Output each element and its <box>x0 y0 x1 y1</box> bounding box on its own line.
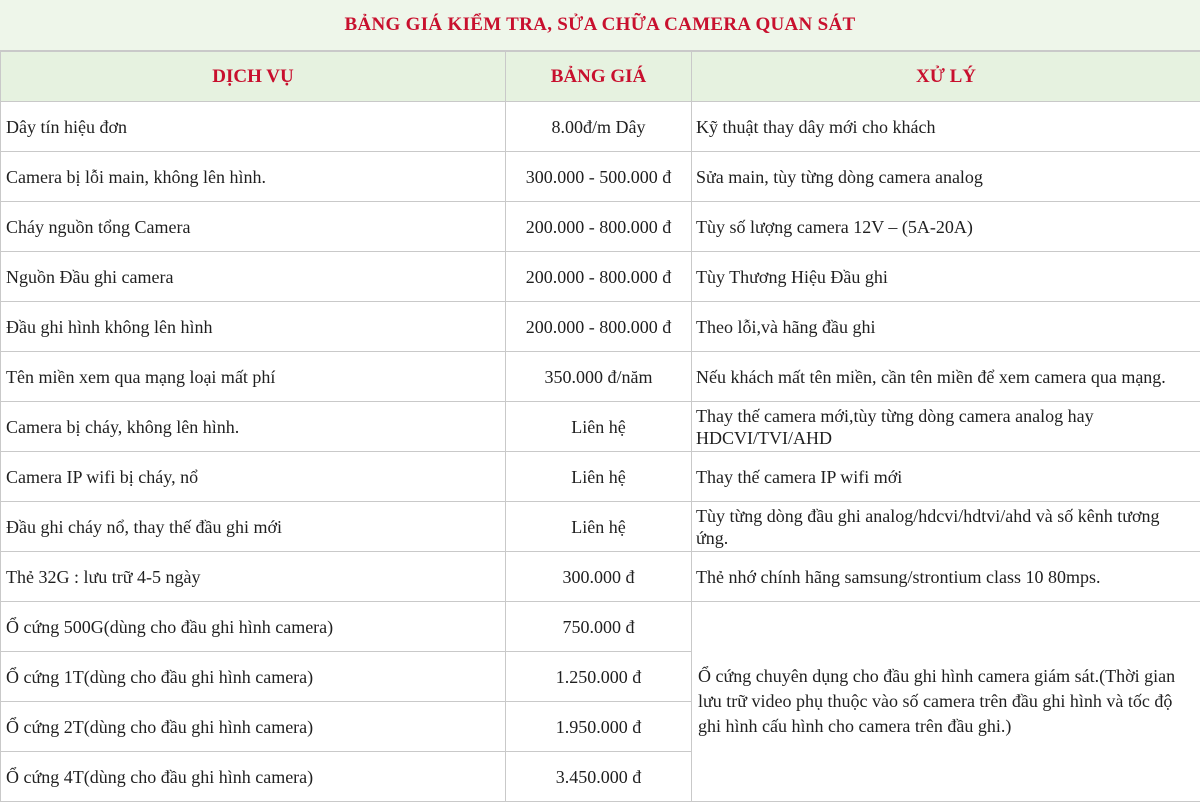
table-row <box>1 452 1200 502</box>
handling-cell: Thay thế camera mới,tùy từng dòng camera analog hay HDCVI/TVI/AHD <box>692 402 1200 452</box>
column-header-service: DỊCH VỤ <box>1 52 506 102</box>
table-row <box>1 252 1200 302</box>
table-row <box>1 602 1200 652</box>
table-row <box>1 152 1200 202</box>
service-cell: Camera bị lỗi main, không lên hình. <box>1 152 506 202</box>
price-cell: 300.000 đ <box>506 552 692 602</box>
price-cell: 200.000 - 800.000 đ <box>506 302 692 352</box>
price-cell: 200.000 - 800.000 đ <box>506 202 692 252</box>
table-row <box>1 352 1200 402</box>
table-row <box>1 502 1200 552</box>
handling-cell: Kỹ thuật thay dây mới cho khách <box>692 102 1200 152</box>
merged-handling-cell: Ổ cứng chuyên dụng cho đầu ghi hình camera giám sát.(Thời gian lưu trữ video phụ thuộc vào số camera trên đầu ghi hình và tốc độ ghi hình cấu hình cho camera trên đầu ghi.) <box>692 602 1200 802</box>
table-row <box>1 102 1200 152</box>
service-cell: Cháy nguồn tổng Camera <box>1 202 506 252</box>
column-header-price: BẢNG GIÁ <box>506 52 692 102</box>
handling-cell: Tùy Thương Hiệu Đầu ghi <box>692 252 1200 302</box>
column-header-handling: XỬ LÝ <box>692 52 1200 102</box>
price-cell: 1.250.000 đ <box>506 652 692 702</box>
service-cell: Ổ cứng 4T(dùng cho đầu ghi hình camera) <box>1 752 506 802</box>
handling-cell: Sửa main, tùy từng dòng camera analog <box>692 152 1200 202</box>
price-cell: 350.000 đ/năm <box>506 352 692 402</box>
price-table <box>0 51 1200 802</box>
service-cell: Nguồn Đầu ghi camera <box>1 252 506 302</box>
service-cell: Đầu ghi cháy nổ, thay thế đầu ghi mới <box>1 502 506 552</box>
service-cell: Tên miền xem qua mạng loại mất phí <box>1 352 506 402</box>
price-cell: Liên hệ <box>506 402 692 452</box>
service-cell: Ổ cứng 2T(dùng cho đầu ghi hình camera) <box>1 702 506 752</box>
handling-cell: Nếu khách mất tên miền, cần tên miền để xem camera qua mạng. <box>692 352 1200 402</box>
service-cell: Camera bị cháy, không lên hình. <box>1 402 506 452</box>
page-title: BẢNG GIÁ KIỂM TRA, SỬA CHỮA CAMERA QUAN SÁT <box>0 0 1200 51</box>
price-cell: 750.000 đ <box>506 602 692 652</box>
table-row <box>1 402 1200 452</box>
table-row <box>1 552 1200 602</box>
price-cell: 1.950.000 đ <box>506 702 692 752</box>
handling-cell: Thẻ nhớ chính hãng samsung/strontium class 10 80mps. <box>692 552 1200 602</box>
service-cell: Dây tín hiệu đơn <box>1 102 506 152</box>
service-cell: Camera IP wifi bị cháy, nổ <box>1 452 506 502</box>
price-cell: 200.000 - 800.000 đ <box>506 252 692 302</box>
handling-cell: Tùy từng dòng đầu ghi analog/hdcvi/hdtvi/ahd và số kênh tương ứng. <box>692 502 1200 552</box>
handling-cell: Theo lỗi,và hãng đầu ghi <box>692 302 1200 352</box>
service-cell: Thẻ 32G : lưu trữ 4-5 ngày <box>1 552 506 602</box>
price-cell: Liên hệ <box>506 452 692 502</box>
table-header-row <box>1 52 1200 102</box>
handling-cell: Tùy số lượng camera 12V – (5A-20A) <box>692 202 1200 252</box>
table-row <box>1 302 1200 352</box>
price-cell: 300.000 - 500.000 đ <box>506 152 692 202</box>
table-row <box>1 202 1200 252</box>
handling-cell: Thay thế camera IP wifi mới <box>692 452 1200 502</box>
service-cell: Ổ cứng 500G(dùng cho đầu ghi hình camera) <box>1 602 506 652</box>
service-cell: Đầu ghi hình không lên hình <box>1 302 506 352</box>
service-cell: Ổ cứng 1T(dùng cho đầu ghi hình camera) <box>1 652 506 702</box>
price-cell: Liên hệ <box>506 502 692 552</box>
price-cell: 8.00đ/m Dây <box>506 102 692 152</box>
price-cell: 3.450.000 đ <box>506 752 692 802</box>
